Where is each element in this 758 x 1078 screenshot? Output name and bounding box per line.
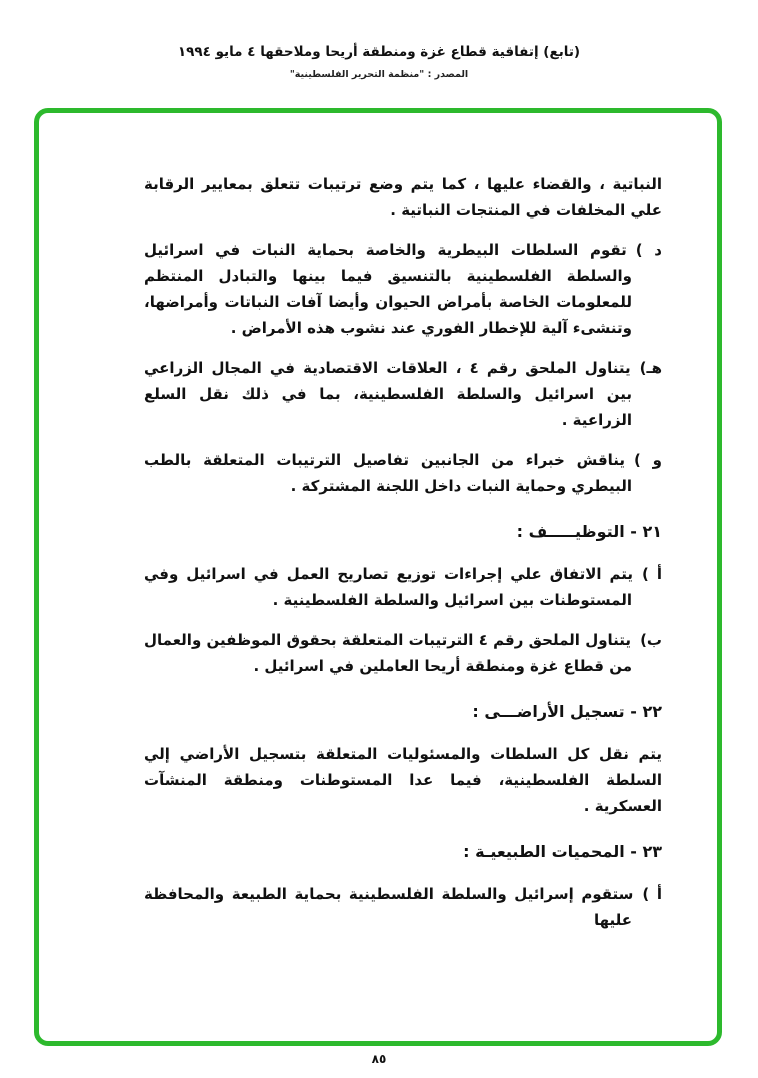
list-item-w <box>144 447 662 499</box>
item-text: يناقش خبراء من الجانبين تفاصيل الترتيبات المتعلقة بالطب البيطري وحماية النبات داخل اللجنة المشتركة . <box>144 451 632 495</box>
item-text: يتناول الملحق رقم ٤ الترتيبات المتعلقة بحقوق الموظفين والعمال من قطاع غزة ومنطقة أريحا العاملين في اسرائيل . <box>144 631 632 675</box>
page-number: ٨٥ <box>371 1052 387 1066</box>
item-marker: و ) <box>634 451 663 469</box>
list-item-a2 <box>144 881 662 933</box>
list-item-b <box>144 627 662 679</box>
item-marker: أ ) <box>642 885 662 903</box>
green-border-frame <box>34 108 722 1046</box>
item-marker: أ ) <box>642 565 662 583</box>
document-source: المصدر : "منظمة التحرير الفلسطينية" <box>289 69 469 80</box>
list-item-h <box>144 355 662 433</box>
item-marker: ب) <box>640 631 662 649</box>
item-text: تقوم السلطات البيطرية والخاصة بحماية النبات في اسرائيل والسلطة الفلسطينية بالتنسيق فيما بينها والتبادل المنتظم للمعلومات الخاصة بأمراض الحيوان وأيضا آفات النباتات وأمراضها، وتنشىء آلية للإخطار الفوري عند نشوب هذه الأمراض . <box>144 241 632 337</box>
item-text: ستقوم إسرائيل والسلطة الفلسطينية بحماية الطبيعة والمحافظة عليها <box>144 885 634 929</box>
page-header <box>0 44 758 80</box>
item-text: يتم الاتفاق علي إجراءات توزيع تصاريح العمل في اسرائيل وفي المستوطنات بين اسرائيل والسلطة الفلسطينية . <box>144 565 634 609</box>
section-heading-22: ٢٢ - تسجيل الأراضـــى : <box>472 702 662 721</box>
item-marker: هـ) <box>639 359 662 377</box>
item-text: يتناول الملحق رقم ٤ ، العلاقات الاقتصادية في المجال الزراعي بين اسرائيل والسلطة الفلسطينية، بما في ذلك نقل السلع الزراعية . <box>144 359 632 429</box>
item-marker: د ) <box>635 241 663 259</box>
paragraph-continuation: النباتية ، والقضاء عليها ، كما يتم وضع ترتيبات تتعلق بمعايير الرقابة علي المخلفات في المنتجات النباتية . <box>144 175 662 219</box>
section-heading-21: ٢١ - التوظيـــــف : <box>516 522 662 541</box>
document-title: (تابع) إتفاقية قطاع غزة ومنطقة أريحا وملاحقها ٤ مايو ١٩٩٤ <box>177 44 581 60</box>
list-item-d <box>144 237 662 341</box>
section-heading-23: ٢٣ - المحميات الطبيعيـة : <box>463 842 662 861</box>
list-item-a1 <box>144 561 662 613</box>
document-body <box>39 113 717 933</box>
paragraph-land-registry: يتم نقل كل السلطات والمسئوليات المتعلقة بتسجيل الأراضي إلي السلطة الفلسطينية، فيما عدا المستوطنات ومنطقة المنشآت العسكرية . <box>144 745 662 815</box>
